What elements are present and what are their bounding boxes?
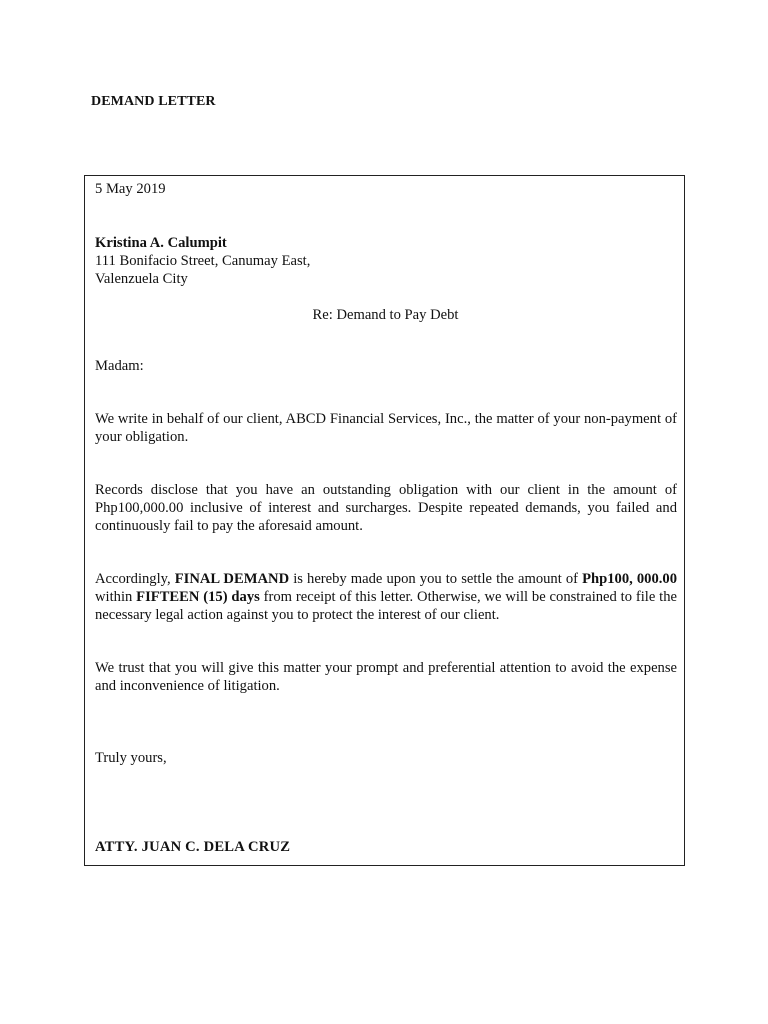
paragraph-3-text: from receipt of this letter. Otherwise, we will be constrained to file the necessary legal action against you to protect the interest of our client. (95, 589, 678, 623)
paragraph-1: We write in behalf of our client, ABCD Financial Services, Inc., the matter of your non-payment of your obligation. (95, 411, 677, 445)
recipient-address-line2: Valenzuela City (95, 271, 188, 287)
letter-box (84, 175, 685, 866)
document-title: DEMAND LETTER (91, 94, 216, 109)
paragraph-2: Records disclose that you have an outstanding obligation with our client in the amount of Php100,000.00 inclusive of interest and surcharges. Despite repeated demands, you failed and continuously fail to pay the aforesaid amount. (95, 482, 677, 534)
paragraph-3-text: Accordingly, (95, 571, 175, 587)
final-demand-emphasis: FINAL DEMAND (174, 571, 290, 587)
paragraph-3-text: is hereby made upon you to settle the amount of (289, 571, 583, 587)
amount-emphasis: Php100, 000.00 (582, 571, 678, 587)
subject-line: Re: Demand to Pay Debt (312, 307, 459, 323)
recipient-name: Kristina A. Calumpit (95, 235, 227, 251)
paragraph-3 (95, 570, 677, 624)
recipient-address-line1: 111 Bonifacio Street, Canumay East, (95, 253, 311, 269)
signatory-name: ATTY. JUAN C. DELA CRUZ (95, 839, 291, 855)
salutation: Madam: (95, 358, 144, 374)
letter-date: 5 May 2019 (95, 181, 166, 197)
closing: Truly yours, (95, 750, 167, 766)
deadline-emphasis: FIFTEEN (15) days (136, 589, 260, 605)
paragraph-3-text: within (95, 589, 137, 605)
paragraph-4: We trust that you will give this matter your prompt and preferential attention to avoid the expense and inconvenience of litigation. (95, 660, 677, 694)
